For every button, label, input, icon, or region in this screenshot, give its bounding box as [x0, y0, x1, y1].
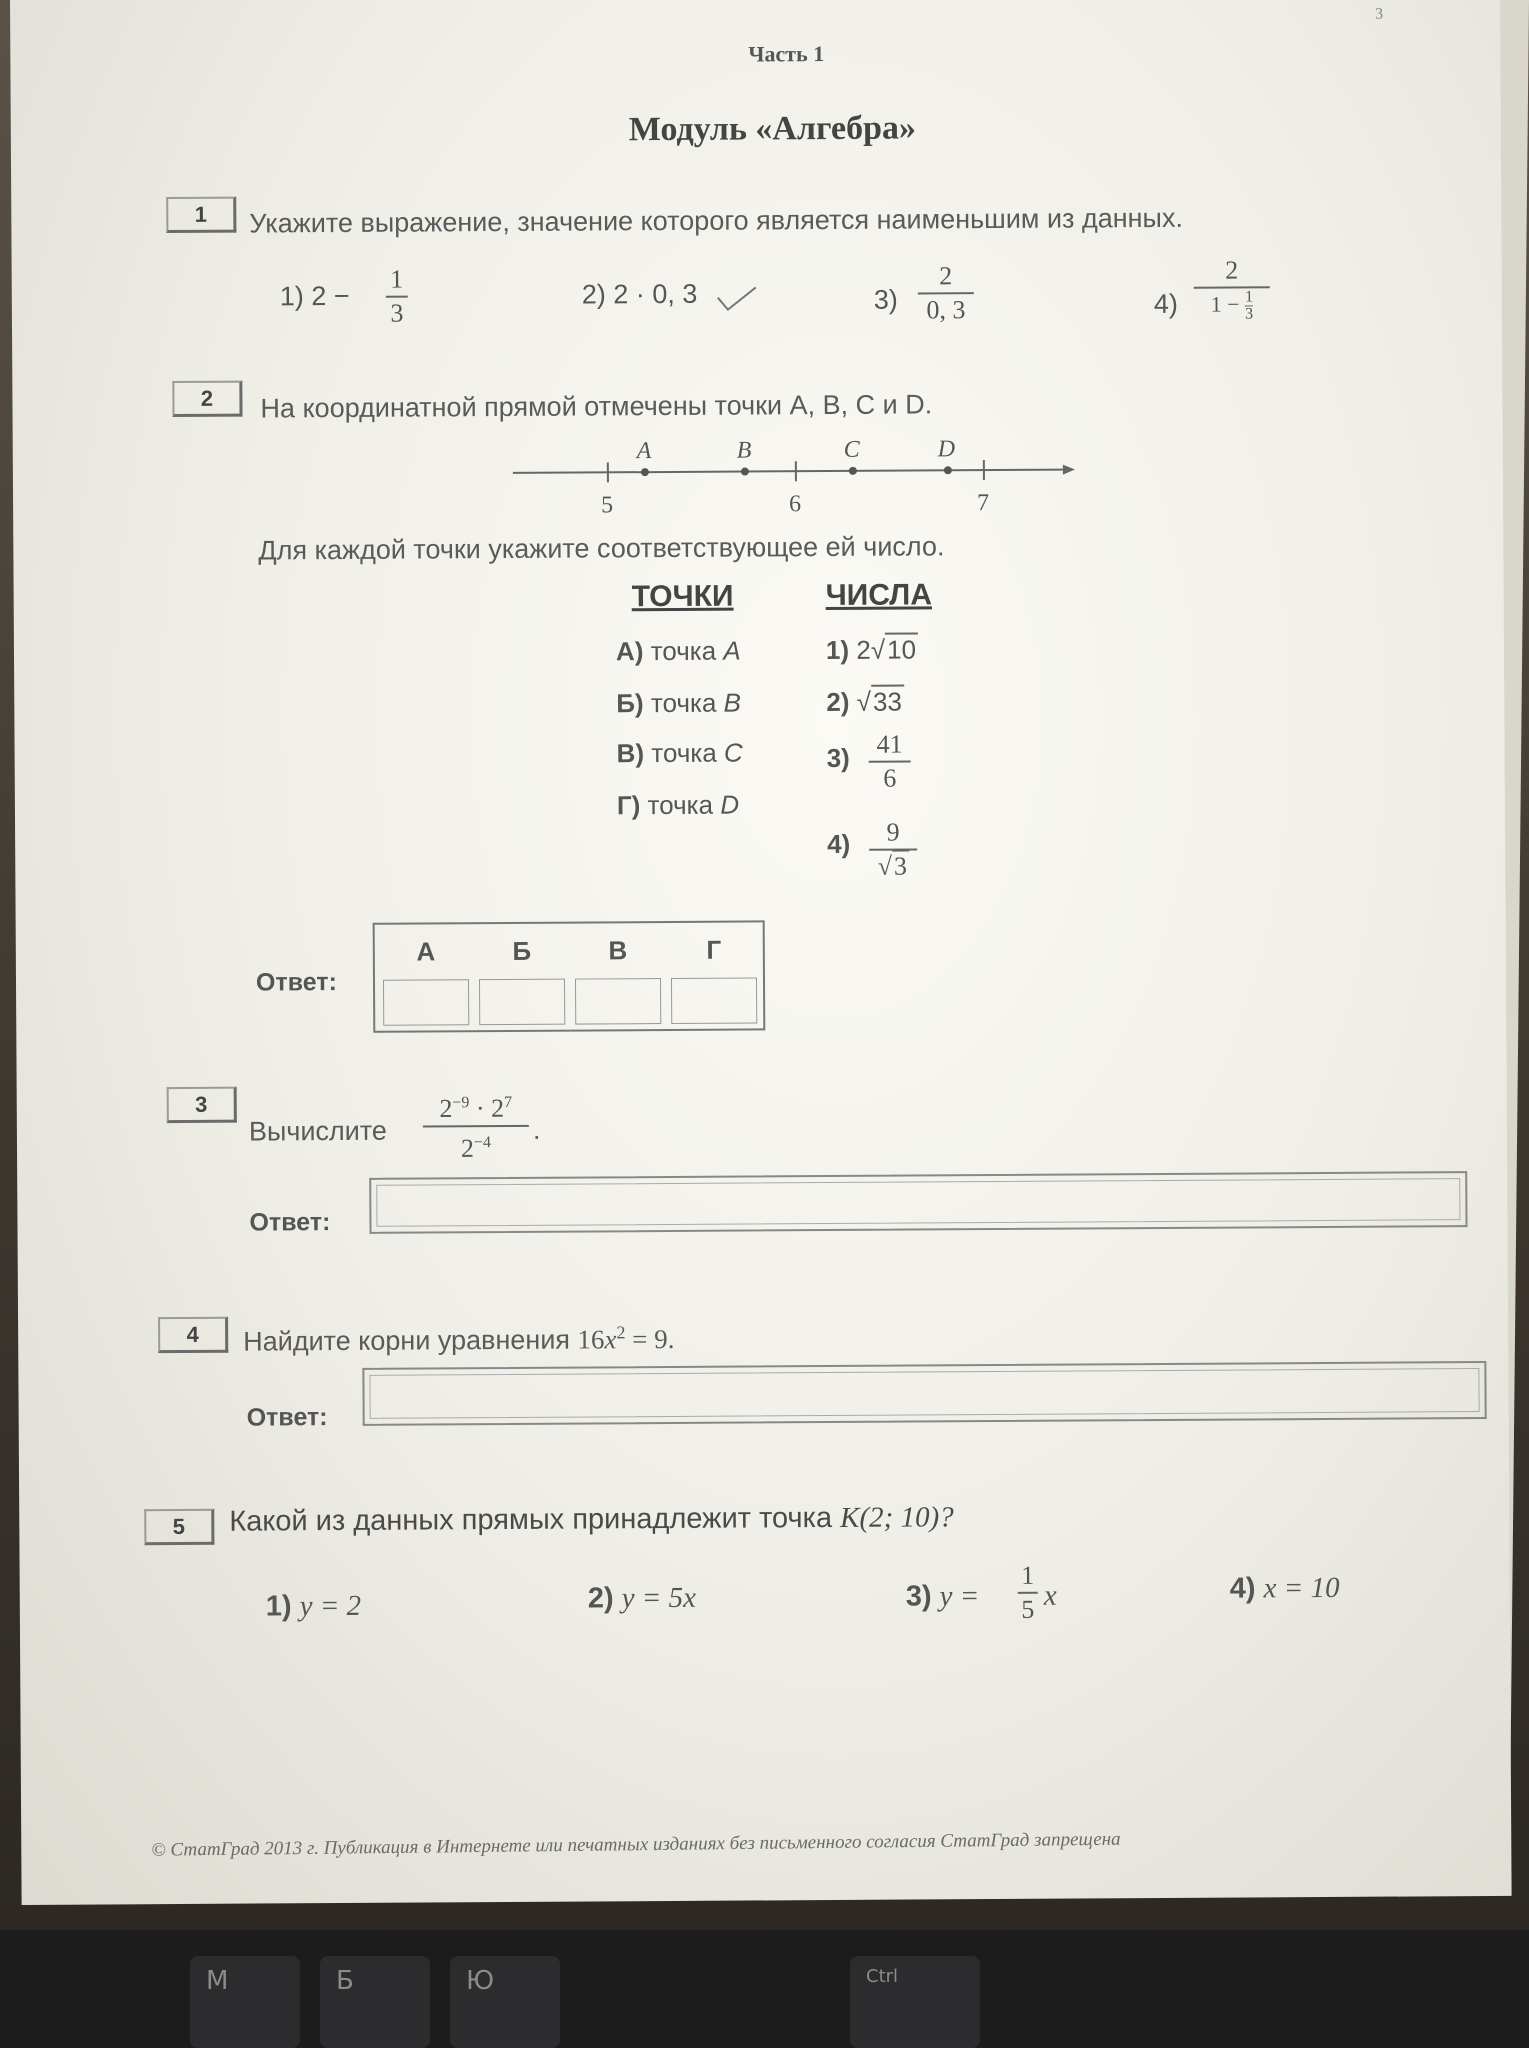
number-row-3-fraction: 41 6	[866, 729, 912, 795]
number-row-3-label: 3)	[826, 742, 850, 774]
number-row-4-fraction: 9 √3	[867, 816, 919, 882]
q2-answer-table	[373, 920, 766, 1032]
axis-point-c: C	[843, 436, 860, 463]
q4-answer-field[interactable]	[362, 1361, 1486, 1426]
answer-col-a: А	[416, 936, 436, 967]
q3-period: .	[532, 1114, 541, 1145]
q5-option-3: 3) y =	[905, 1580, 980, 1613]
q5-option-3-x: x	[1043, 1579, 1057, 1612]
exam-page	[10, 0, 1512, 1905]
coordinate-line	[508, 431, 1079, 524]
q1-option-4: 4)	[1153, 288, 1178, 320]
axis-tick-5: 5	[601, 492, 614, 519]
keyboard	[0, 1930, 1529, 2048]
q1-option-3-fraction: 2 0, 3	[916, 260, 976, 326]
key-m: M	[190, 1956, 300, 2048]
points-header: ТОЧКИ	[631, 579, 734, 614]
q2-number: 2	[172, 381, 242, 417]
key-b: Б	[320, 1956, 430, 2048]
q3-fraction: $2^{-9} \cdot 2^7$ $2^{-4}$	[421, 1087, 531, 1165]
q4-answer-label: Ответ:	[246, 1403, 328, 1432]
key-yu: Ю	[450, 1956, 560, 2048]
point-row-a: А) точка A	[615, 635, 741, 667]
answer-col-v: В	[608, 935, 628, 966]
answer-cell-v[interactable]	[575, 978, 661, 1025]
answer-col-g: Г	[706, 934, 722, 965]
q3-text: Вычислите	[248, 1115, 387, 1147]
q5-option-2: 2) y = 5x	[587, 1581, 697, 1615]
q3-answer-field[interactable]	[369, 1171, 1467, 1234]
axis-tick-7: 7	[977, 490, 990, 517]
q3-answer-label: Ответ:	[249, 1208, 331, 1237]
q3-number: 3	[167, 1087, 237, 1123]
module-title: Модуль «Алгебра»	[628, 109, 917, 149]
answer-col-b: Б	[512, 935, 532, 966]
q4-text: Найдите корни уравнения $16x^2 = 9$.	[243, 1322, 675, 1357]
q2-instruction: Для каждой точки укажите соответствующее ей число.	[258, 531, 945, 566]
number-row-1: 1) 2√10	[826, 634, 918, 666]
q5-option-3-fraction: 1 5	[1016, 1560, 1040, 1626]
answer-cell-a[interactable]	[383, 979, 469, 1026]
number-row-2: 2) √33	[826, 687, 904, 718]
copyright-footer: © СтатГрад 2013 г. Публикация в Интернете или печатных изданиях без письменного согласия СтатГрад запрещена	[151, 1828, 1121, 1861]
axis-point-a: A	[636, 438, 652, 465]
q1-number: 1	[166, 197, 236, 233]
numbers-header: ЧИСЛА	[825, 578, 933, 613]
point-row-d: Г) точка D	[616, 789, 740, 821]
answer-cell-g[interactable]	[671, 977, 757, 1024]
q1-option-1-fraction: 1 3	[384, 264, 410, 330]
number-row-4-label: 4)	[827, 828, 851, 860]
q1-text: Укажите выражение, значение которого является наименьшим из данных.	[249, 202, 1183, 239]
q5-option-1: 1) y = 2	[265, 1589, 362, 1623]
point-row-b: Б) точка B	[616, 687, 742, 719]
q1-option-2: 2) 2 · 0, 3	[581, 278, 698, 310]
q5-number: 5	[144, 1509, 214, 1545]
point-row-c: В) точка C	[616, 737, 743, 769]
axis-point-b: B	[736, 437, 752, 464]
q2-text: На координатной прямой отмечены точки A, B, C и D.	[260, 389, 933, 424]
part-heading: Часть 1	[748, 41, 825, 67]
page-number: 3	[1375, 5, 1384, 23]
q4-number: 4	[158, 1317, 228, 1353]
key-ctrl: Ctrl	[850, 1956, 980, 2048]
q1-option-4-fraction: 2 1 − $\frac{1}{3}$	[1192, 254, 1272, 323]
q2-answer-label: Ответ:	[255, 968, 337, 997]
q1-option-1: 1) 2 −	[279, 280, 350, 312]
check-mark-icon	[712, 283, 760, 313]
q5-text: Какой из данных прямых принадлежит точка K(2; 10)?	[229, 1501, 954, 1538]
q1-option-3: 3)	[873, 284, 898, 315]
axis-point-d: D	[937, 436, 956, 463]
axis-tick-6: 6	[789, 491, 802, 518]
q5-option-4: 4) x = 10	[1229, 1571, 1340, 1605]
answer-cell-b[interactable]	[479, 979, 565, 1026]
